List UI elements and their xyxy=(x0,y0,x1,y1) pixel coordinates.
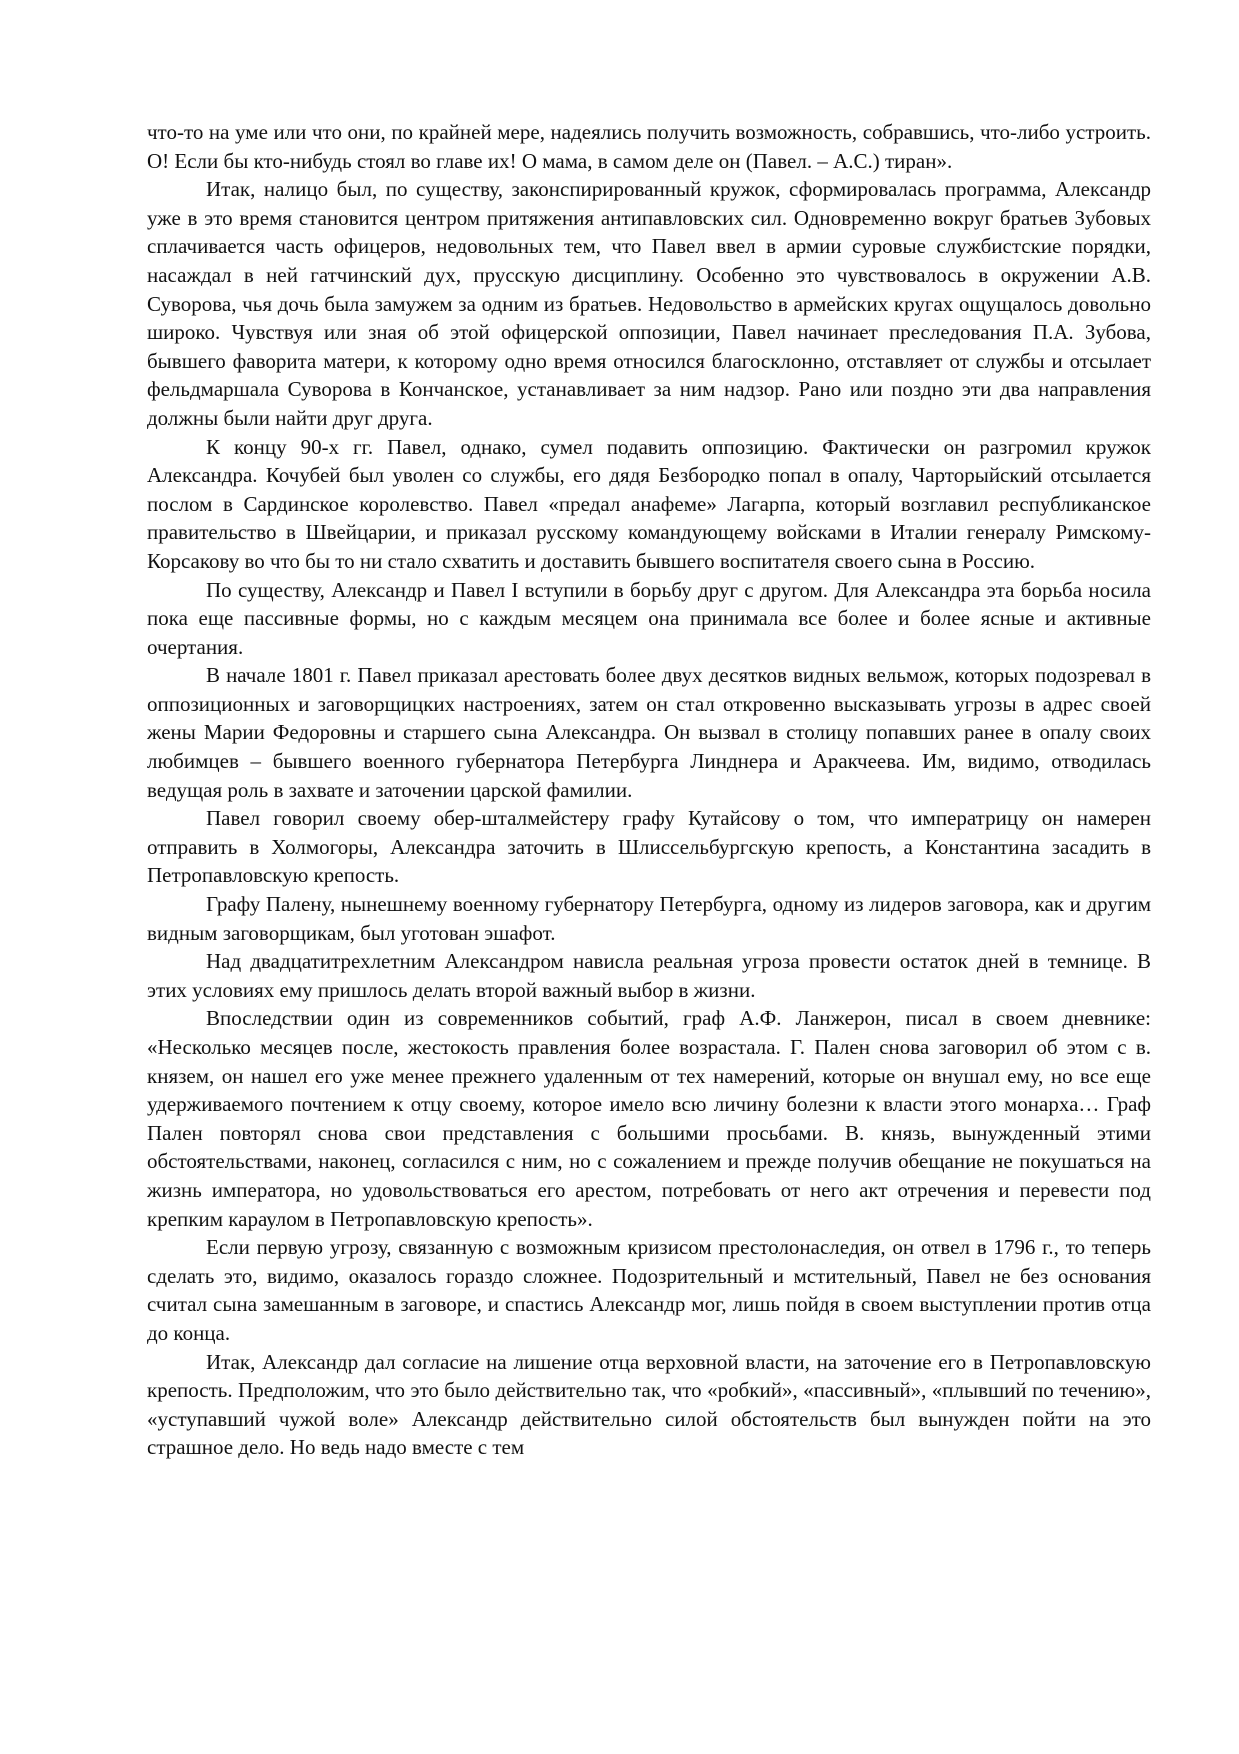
paragraph: Итак, налицо был, по существу, законспирированный кружок, сформировалась программа, Александр уже в это время становится центром притяжения антипавловских сил. Одновременно вокруг братьев Зубовых сплачивается часть офицеров, недовольных тем, что Павел ввел в армии суровые службистские порядки, насаждал в ней гатчинский дух, прусскую дисциплину. Особенно это чувствовалось в окружении А.В. Суворова, чья дочь была замужем за одним из братьев. Недовольство в армейских кругах ощущалось довольно широко. Чувствуя или зная об этой офицерской оппозиции, Павел начинает преследования П.А. Зубова, бывшего фаворита матери, к которому одно время относился благосклонно, отставляет от службы и отсылает фельдмаршала Суворова в Кончанское, устанавливает за ним надзор. Рано или поздно эти два направления должны были найти друг друга. xyxy=(147,177,1151,430)
paragraph: что-то на уме или что они, по крайней мере, надеялись получить возможность, собравшись, что-либо устроить. О! Если бы кто-нибудь стоял во главе их! О мама, в самом деле он (Павел. – А.С.) тиран». xyxy=(147,120,1151,173)
document-page xyxy=(147,118,1151,1462)
paragraph: Графу Палену, нынешнему военному губернатору Петербурга, одному из лидеров заговора, как и другим видным заговорщикам, был уготован эшафот. xyxy=(147,892,1151,945)
paragraph: В начале 1801 г. Павел приказал арестовать более двух десятков видных вельмож, которых подозревал в оппозиционных и заговорщицких настроениях, затем он стал откровенно высказывать угрозы в адрес своей жены Марии Федоровны и старшего сына Александра. Он вызвал в столицу попавших ранее в опалу своих любимцев – бывшего военного губернатора Петербурга Линднера и Аракчеева. Им, видимо, отводилась ведущая роль в захвате и заточении царской фамилии. xyxy=(147,663,1151,802)
paragraph: Над двадцатитрехлетним Александром нависла реальная угроза провести остаток дней в темнице. В этих условиях ему пришлось делать второй важный выбор в жизни. xyxy=(147,949,1151,1002)
paragraph: К концу 90-х гг. Павел, однако, сумел подавить оппозицию. Фактически он разгромил кружок Александра. Кочубей был уволен со службы, его дядя Безбородко попал в опалу, Чарторыйский отсылается послом в Сардинское королевство. Павел «предал анафеме» Лагарпа, который возглавил республиканское правительство в Швейцарии, и приказал русскому командующему войсками в Италии генералу Римскому-Корсакову во что бы то ни стало схватить и доставить бывшего воспитателя своего сына в Россию. xyxy=(147,434,1151,573)
paragraph: По существу, Александр и Павел I вступили в борьбу друг с другом. Для Александра эта борьба носила пока еще пассивные формы, но с каждым месяцем она принимала все более и более ясные и активные очертания. xyxy=(147,577,1151,659)
paragraph: Павел говорил своему обер-шталмейстеру графу Кутайсову о том, что императрицу он намерен отправить в Холмогоры, Александра заточить в Шлиссельбургскую крепость, а Константина засадить в Петропавловскую крепость. xyxy=(147,806,1151,888)
paragraph: Впоследствии один из современников событий, граф А.Ф. Ланжерон, писал в своем дневнике: «Несколько месяцев после, жестокость правления более возрастала. Г. Пален снова заговорил об этом с в. князем, он нашел его уже менее прежнего удаленным от тех намерений, которые он внушал ему, но все еще удерживаемого почтением к отцу своему, которое имело всю личину болезни к власти этого монарха… Граф Пален повторял снова свои представления с большими просьбами. В. князь, вынужденный этими обстоятельствами, наконец, согласился с ним, но с сожалением и прежде получив обещание не покушаться на жизнь императора, но удовольствоваться его арестом, потребовать от него акт отречения и перевести под крепким караулом в Петропавловскую крепость». xyxy=(147,1006,1151,1231)
paragraph: Если первую угрозу, связанную с возможным кризисом престолонаследия, он отвел в 1796 г., то теперь сделать это, видимо, оказалось гораздо сложнее. Подозрительный и мстительный, Павел не без основания считал сына замешанным в заговоре, и спастись Александр мог, лишь пойдя в своем выступлении против отца до конца. xyxy=(147,1235,1151,1345)
paragraph: Итак, Александр дал согласие на лишение отца верховной власти, на заточение его в Петропавловскую крепость. Предположим, что это было действительно так, что «робкий», «пассивный», «плывший по течению», «уступавший чужой воле» Александр действительно силой обстоятельств был вынужден пойти на это страшное дело. Но ведь надо вместе с тем xyxy=(147,1349,1151,1460)
